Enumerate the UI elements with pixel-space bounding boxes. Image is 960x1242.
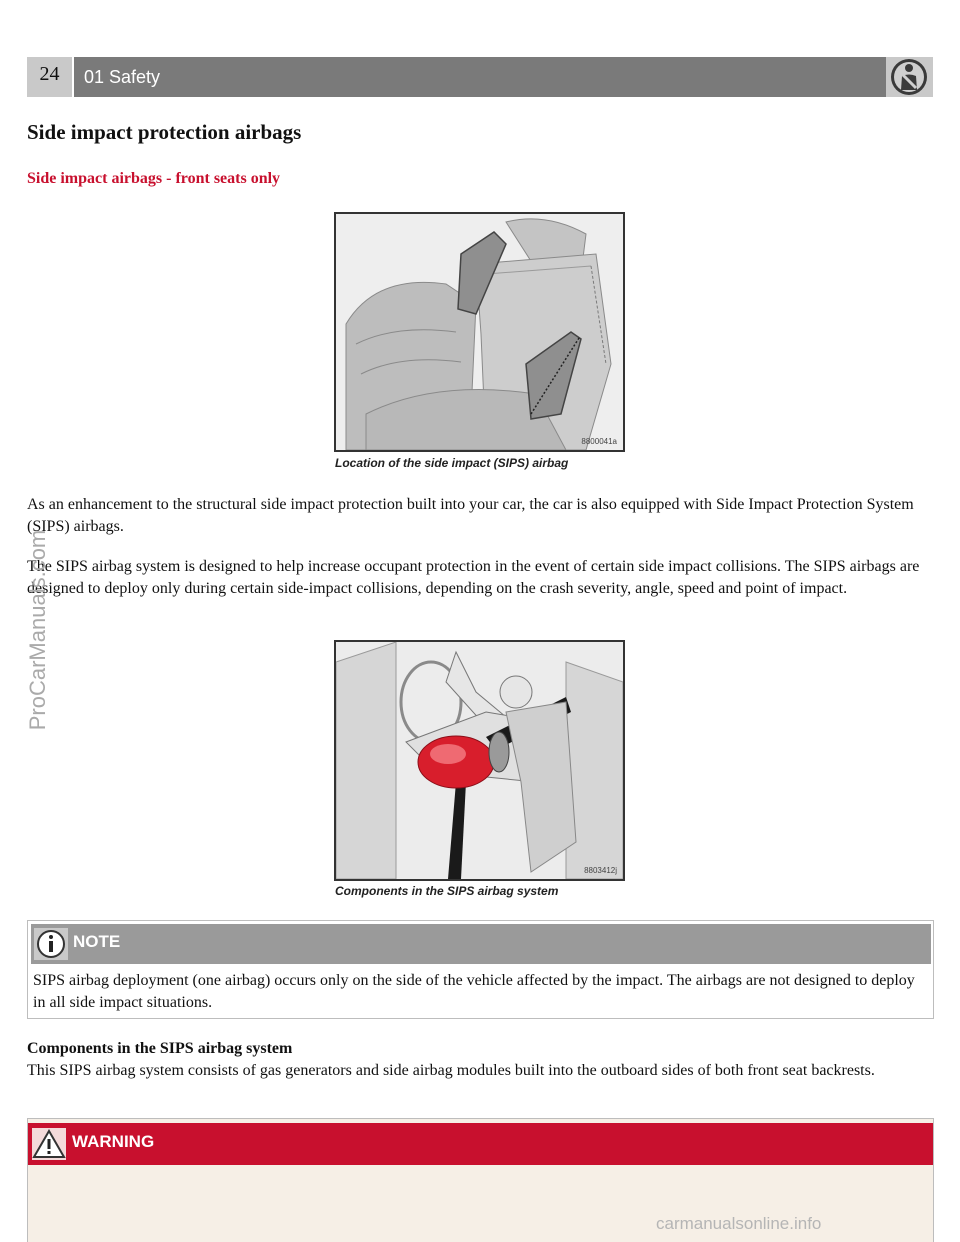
note-box: [27, 920, 934, 1019]
seatbelt-person-icon: [889, 58, 929, 96]
figure1-caption: Location of the side impact (SIPS) airbag: [335, 456, 569, 470]
occupant-drawing: [336, 642, 623, 879]
figure2-code: 8803412j: [584, 866, 617, 875]
note-text: SIPS airbag deployment (one airbag) occurs only on the side of the vehicle affected by the impact. The airbags are not designed to deploy in all side impact situations.: [33, 972, 915, 1011]
figure1-code: 8800041a: [581, 437, 617, 446]
note-icon-box: [34, 928, 68, 960]
section-subtitle: Side impact airbags - front seats only: [27, 170, 281, 187]
page-title: Side impact protection airbags: [27, 120, 302, 144]
warning-triangle-icon: [32, 1128, 66, 1160]
note-header: [31, 924, 931, 964]
warning-title: WARNING: [72, 1132, 155, 1151]
intro-paragraph: As an enhancement to the structural side impact protection built into your car, the car is also equipped with Side Impact Protection System (SIPS) airbags.: [27, 496, 914, 535]
sips-components-illustration: [334, 640, 625, 881]
side-watermark: [8, 500, 68, 760]
system-paragraph: The SIPS airbag system is designed to help increase occupant protection in the event of certain side impact collisions. The SIPS airbags are designed to deploy only during certain side-impact collisions, depending on the crash severity, angle, speed and point of impact.: [27, 558, 920, 597]
note-title: NOTE: [73, 932, 121, 951]
warning-icon-box: [32, 1128, 66, 1160]
info-icon: [34, 928, 68, 960]
page-number: 24: [27, 57, 72, 97]
footer-watermark: carmanualsonline.info: [656, 1214, 822, 1233]
section-title: 01 Safety: [74, 57, 886, 97]
page-header: [27, 57, 933, 97]
seat-drawing: [336, 214, 623, 450]
seat-airbag-illustration: [334, 212, 625, 452]
components-heading: Components in the SIPS airbag system: [27, 1040, 293, 1057]
side-watermark-text: ProCarManuals.com: [25, 529, 50, 731]
safety-section-icon-box: [886, 57, 933, 97]
warning-header: [28, 1123, 933, 1165]
components-text: This SIPS airbag system consists of gas generators and side airbag modules built into the outboard sides of both front seat backrests.: [27, 1062, 875, 1079]
figure2-caption: Components in the SIPS airbag system: [335, 884, 559, 898]
